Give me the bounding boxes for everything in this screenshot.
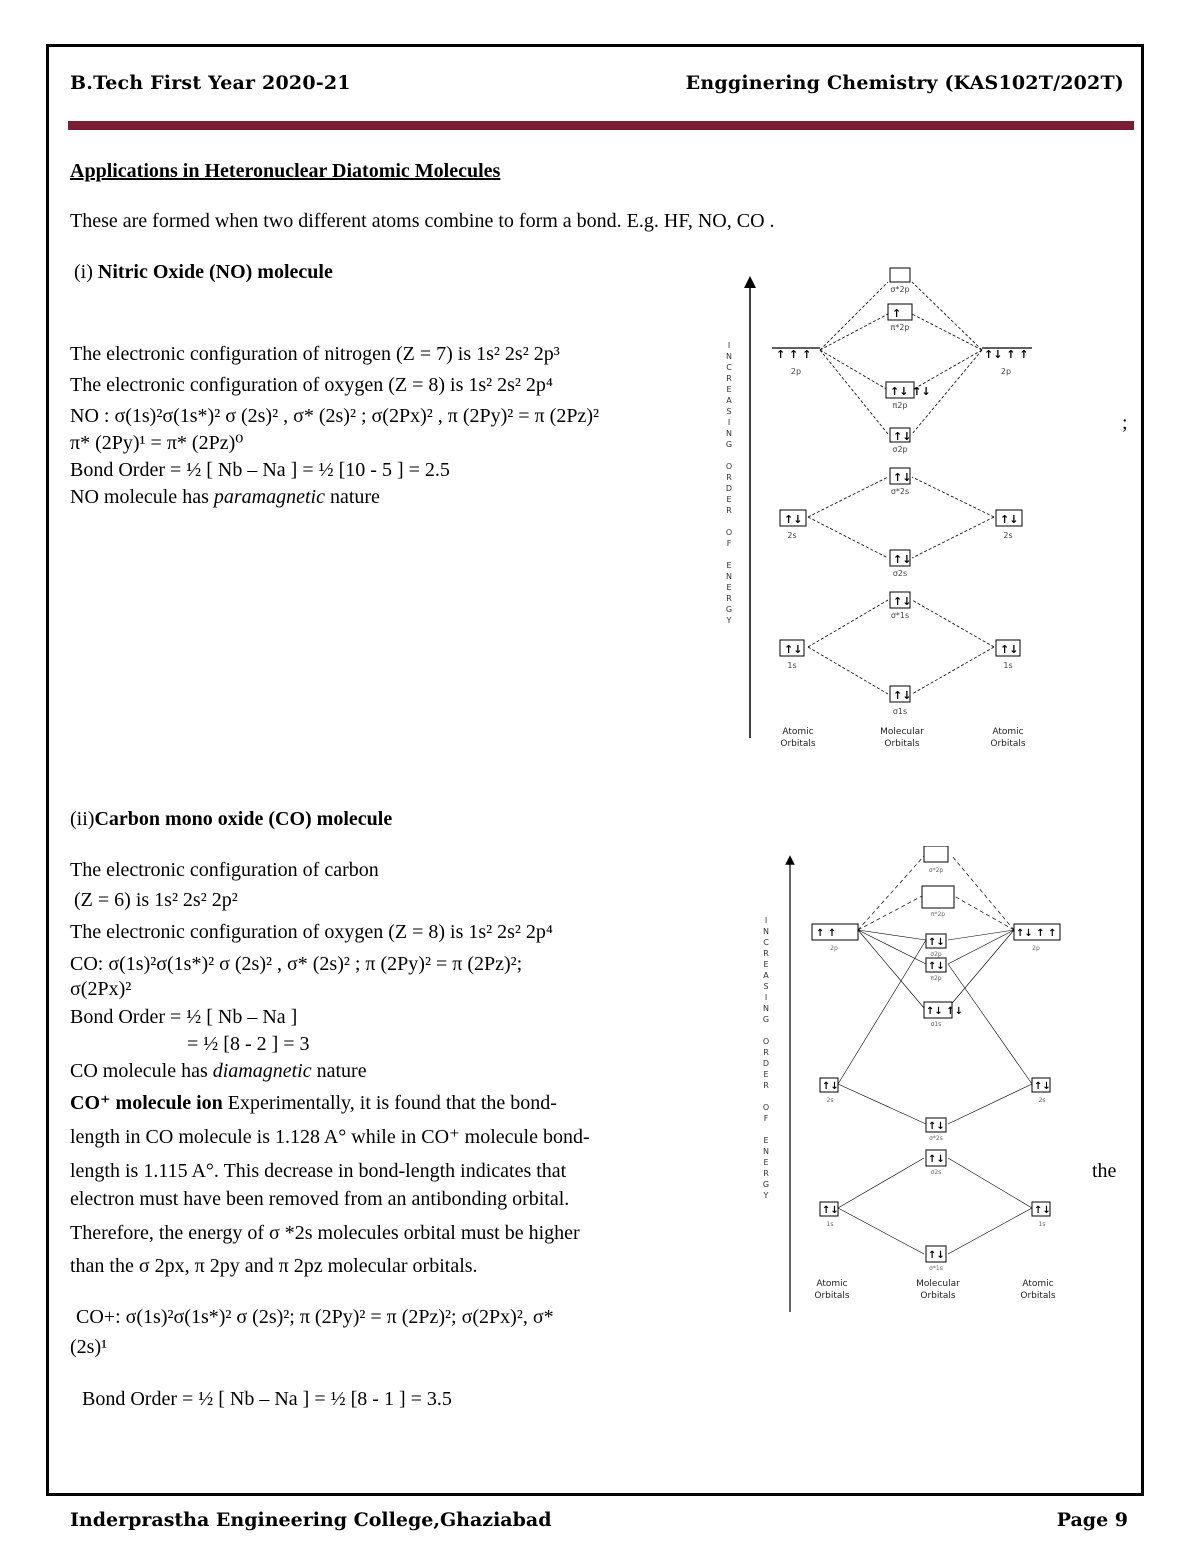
header-course: B.Tech First Year 2020-21 bbox=[70, 72, 351, 94]
co-ion-paragraph-line4: electron must have been removed from an antibonding orbital. bbox=[70, 1188, 570, 1210]
co-mo-label: σ*2s bbox=[929, 1135, 943, 1142]
no-mo-config-line1: NO : σ(1s)²σ(1s*)² σ (2s)² , σ* (2s)² ; σ(2Px)² , π (2Py)² = π (2Pz)² bbox=[70, 405, 599, 427]
no-right-label: Orbitals bbox=[990, 739, 1026, 749]
co-ao-label: 2s bbox=[1038, 1097, 1046, 1104]
no-heading-prefix: (i) bbox=[74, 261, 98, 283]
no-ao-label: 2p bbox=[790, 367, 802, 376]
co-ion-heading: CO⁺ molecule ion bbox=[70, 1092, 223, 1114]
no-mo-label: σ*1s bbox=[890, 611, 910, 620]
svg-text:↑↓: ↑↓ bbox=[1000, 513, 1019, 526]
svg-text:↑↓: ↑↓ bbox=[893, 689, 912, 702]
co-middle-label: Orbitals bbox=[920, 1291, 956, 1301]
svg-text:↑↓: ↑↓ bbox=[928, 1250, 945, 1261]
svg-text:↑↓: ↑↓ bbox=[893, 430, 912, 443]
co-mo-label: σ*1s bbox=[929, 1265, 943, 1272]
co-plus-bond-order: Bond Order = ½ [ Nb – Na ] = ½ [8 - 1 ] = 3.5 bbox=[82, 1388, 452, 1410]
no-mo-label: σ2s bbox=[892, 569, 908, 578]
no-oxygen-config: The electronic configuration of oxygen (Z = 8) is 1s² 2s² 2p⁴ bbox=[70, 374, 553, 396]
co-mo-config-line2: σ(2Px)² bbox=[70, 978, 132, 1000]
co-heading-prefix: (ii) bbox=[70, 808, 95, 830]
svg-text:↑↓: ↑↓ bbox=[928, 1121, 945, 1132]
co-ion-paragraph-line3: length is 1.115 A°. This decrease in bond-length indicates that bbox=[70, 1160, 567, 1182]
no-ao-label: 2s bbox=[1003, 531, 1013, 540]
co-ao-label: 2s bbox=[826, 1097, 834, 1104]
co-ion-text: Experimentally, it is found that the bond- bbox=[222, 1092, 557, 1114]
section-intro: These are formed when two different atoms combine to form a bond. E.g. HF, NO, CO . bbox=[70, 210, 775, 232]
no-semicolon: ; bbox=[1122, 412, 1128, 434]
no-left-label: Orbitals bbox=[780, 739, 816, 749]
co-mo-label: σ2p bbox=[930, 951, 942, 958]
no-heading bbox=[74, 259, 333, 286]
co-mo-label: π*2p bbox=[930, 911, 946, 918]
co-nature-prefix: CO molecule has bbox=[70, 1060, 213, 1082]
no-heading-text: Nitric Oxide (NO) molecule bbox=[97, 261, 333, 283]
co-oxygen-config: The electronic configuration of oxygen (Z = 8) is 1s² 2s² 2p⁴ bbox=[70, 921, 553, 943]
co-axis-label: I N C R E A S I N G O R D E R O F E N E R G Y bbox=[762, 916, 770, 1200]
co-ao-label: 2p bbox=[830, 945, 838, 952]
co-nature-word: diamagnetic bbox=[212, 1060, 312, 1082]
svg-text:↑↓ ↑↓: ↑↓ ↑↓ bbox=[926, 1006, 963, 1017]
no-right-label: Atomic bbox=[992, 727, 1024, 737]
section-title: Applications in Heteronuclear Diatomic Molecules bbox=[70, 160, 501, 182]
co-nature-suffix: nature bbox=[311, 1060, 367, 1082]
no-axis-label: I N C R E A S I N G O R D E R O F E N E R G Y bbox=[725, 341, 733, 625]
svg-text:↑ ↑ ↑: ↑ ↑ ↑ bbox=[776, 348, 812, 361]
no-magnetic-nature bbox=[70, 484, 380, 511]
no-mo-label: σ*2p bbox=[890, 285, 910, 294]
co-heading bbox=[70, 806, 392, 833]
co-ion-paragraph-line6: than the σ 2px, π 2py and π 2pz molecular orbitals. bbox=[70, 1255, 478, 1277]
svg-text:↑↓ ↑ ↑: ↑↓ ↑ ↑ bbox=[1016, 928, 1057, 939]
no-ao-label: 2p bbox=[1000, 367, 1012, 376]
svg-text:↑↓: ↑↓ bbox=[928, 961, 945, 972]
no-nitrogen-config: The electronic configuration of nitrogen (Z = 7) is 1s² 2s² 2p³ bbox=[70, 343, 560, 365]
svg-text:↑↓ ↑ ↑: ↑↓ ↑ ↑ bbox=[984, 348, 1029, 361]
co-mo-config-line1: CO: σ(1s)²σ(1s*)² σ (2s)² , σ* (2s)² ; π (2Py)² = π (2Pz)²; bbox=[70, 953, 523, 975]
no-mo-label: σ*2s bbox=[890, 487, 910, 496]
co-bond-order-line1: Bond Order = ½ [ Nb – Na ] bbox=[70, 1006, 298, 1028]
no-mo-label: π2p bbox=[892, 401, 908, 410]
svg-text:↑↓: ↑↓ bbox=[893, 471, 912, 484]
no-middle-label: Molecular bbox=[880, 727, 924, 737]
no-mo-label: σ1s bbox=[892, 707, 908, 716]
svg-text:↑↓ ↑↓: ↑↓ ↑↓ bbox=[890, 385, 931, 398]
no-mo-label: π*2p bbox=[890, 323, 910, 332]
svg-text:↑↓: ↑↓ bbox=[893, 553, 912, 566]
no-nature-prefix: NO molecule has bbox=[70, 486, 214, 508]
header-divider bbox=[68, 121, 1134, 130]
no-bond-order: Bond Order = ½ [ Nb – Na ] = ½ [10 - 5 ] = 2.5 bbox=[70, 459, 450, 481]
svg-text:↑↓: ↑↓ bbox=[893, 595, 912, 608]
no-ao-label: 1s bbox=[787, 661, 797, 670]
co-plus-config-line2: (2s)¹ bbox=[70, 1336, 108, 1358]
co-carbon-config-line2: (Z = 6) is 1s² 2s² 2p² bbox=[74, 889, 238, 911]
co-mo-label: σ*2p bbox=[928, 867, 944, 874]
co-left-label: Orbitals bbox=[814, 1291, 850, 1301]
co-carbon-config-line1: The electronic configuration of carbon bbox=[70, 859, 379, 881]
header-subject: Engginering Chemistry (KAS102T/202T) bbox=[685, 72, 1124, 94]
co-magnetic-nature bbox=[70, 1058, 367, 1085]
no-mo-box bbox=[890, 268, 910, 282]
co-mo-label: π2p bbox=[930, 975, 942, 982]
co-right-label: Atomic bbox=[1022, 1279, 1054, 1289]
co-heading-text: Carbon mono oxide (CO) molecule bbox=[94, 808, 393, 830]
no-mo-diagram bbox=[740, 262, 1040, 754]
no-nature-suffix: nature bbox=[324, 486, 380, 508]
svg-text:↑↓: ↑↓ bbox=[1034, 1205, 1051, 1216]
co-bond-order-line2: = ½ [8 - 2 ] = 3 bbox=[187, 1033, 310, 1055]
co-middle-label: Molecular bbox=[916, 1279, 960, 1289]
co-mo-label: σ1s bbox=[930, 1021, 942, 1028]
co-ion-paragraph-line1 bbox=[70, 1090, 557, 1117]
svg-text:↑↓: ↑↓ bbox=[1034, 1081, 1051, 1092]
svg-text:↑↓: ↑↓ bbox=[822, 1081, 839, 1092]
co-mo-label: σ2s bbox=[930, 1169, 942, 1176]
co-mo-box bbox=[922, 886, 954, 908]
no-middle-label: Orbitals bbox=[884, 739, 920, 749]
co-plus-config-line1: CO+: σ(1s)²σ(1s*)² σ (2s)²; π (2Py)² = π (2Pz)²; σ(2Px)², σ* bbox=[76, 1306, 554, 1328]
no-nature-word: paramagnetic bbox=[213, 486, 325, 508]
footer-page-number: Page 9 bbox=[1056, 1509, 1128, 1531]
svg-text:↑↓: ↑↓ bbox=[784, 643, 803, 656]
co-mo-diagram bbox=[776, 846, 1076, 1312]
no-mo-label: σ2p bbox=[892, 445, 908, 454]
co-right-label: Orbitals bbox=[1020, 1291, 1056, 1301]
svg-text:↑↓: ↑↓ bbox=[928, 1154, 945, 1165]
svg-text:↑↓: ↑↓ bbox=[822, 1205, 839, 1216]
co-mo-box bbox=[924, 846, 948, 862]
co-ion-paragraph-line5: Therefore, the energy of σ *2s molecules orbital must be higher bbox=[70, 1222, 580, 1244]
co-ao-label: 2p bbox=[1032, 945, 1040, 952]
svg-text:↑↓: ↑↓ bbox=[784, 513, 803, 526]
co-ao-label: 1s bbox=[1038, 1221, 1046, 1228]
footer-college: Inderprastha Engineering College,Ghaziabad bbox=[70, 1509, 552, 1531]
no-left-label: Atomic bbox=[782, 727, 814, 737]
co-left-label: Atomic bbox=[816, 1279, 848, 1289]
no-ao-label: 1s bbox=[1003, 661, 1013, 670]
svg-text:↑: ↑ bbox=[892, 307, 902, 320]
co-ion-paragraph-line2: length in CO molecule is 1.128 A° while in CO⁺ molecule bond- bbox=[70, 1126, 590, 1148]
svg-text:↑ ↑: ↑ ↑ bbox=[816, 928, 837, 939]
svg-text:↑↓: ↑↓ bbox=[928, 937, 945, 948]
svg-text:↑↓: ↑↓ bbox=[1000, 643, 1019, 656]
co-ao-label: 1s bbox=[826, 1221, 834, 1228]
no-ao-label: 2s bbox=[787, 531, 797, 540]
no-mo-config-line2: π* (2Py)¹ = π* (2Pz)⁰ bbox=[70, 432, 244, 454]
co-ion-paragraph-line3-tail: the bbox=[1092, 1160, 1117, 1182]
